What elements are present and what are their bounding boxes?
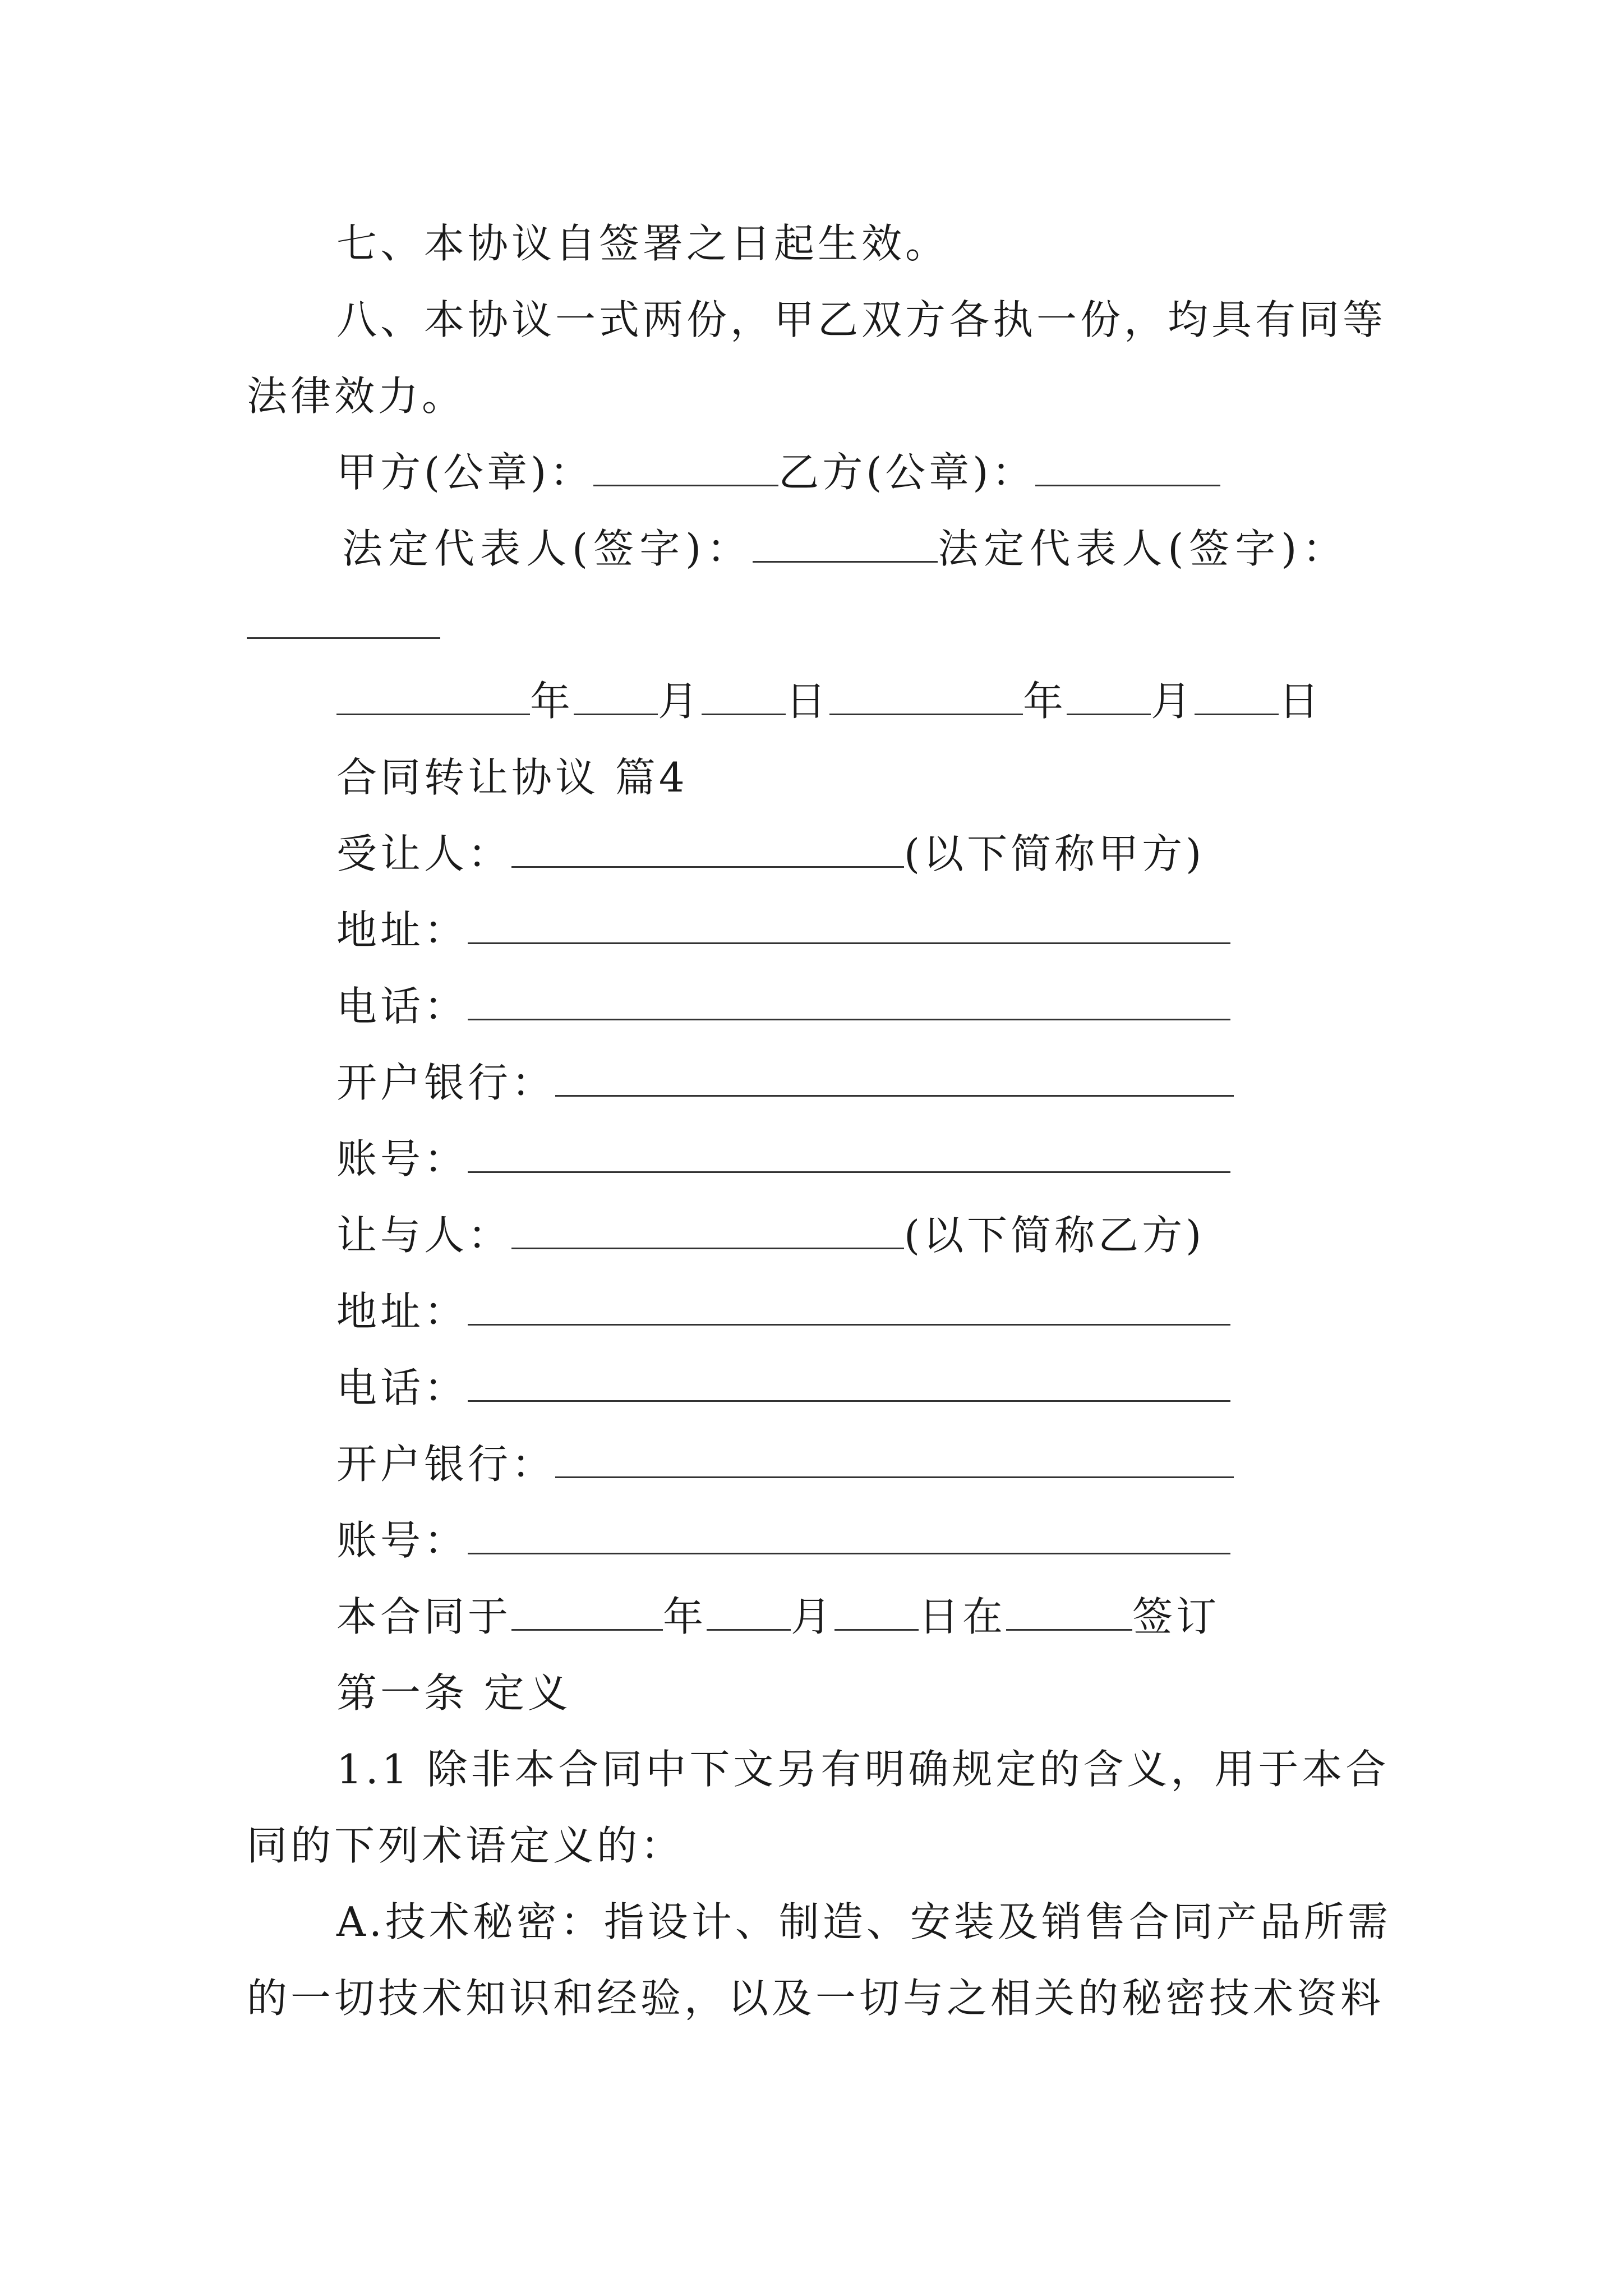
transferor-row	[336, 1207, 1205, 1263]
transferor-suffix: (以下简称乙方)	[904, 1212, 1205, 1259]
transferee-label: 受让人：	[336, 830, 512, 877]
transferee-account-blank	[468, 1138, 1230, 1173]
section-title	[336, 749, 688, 806]
article-1-title	[336, 1665, 571, 1721]
day-a-blank	[702, 680, 786, 715]
signing-year-label: 年	[663, 1593, 707, 1640]
article-1-pA-text-1: A.技术秘密：指设计、制造、安装及销售合同产品所需	[336, 1898, 1391, 1945]
transferee-bank-label: 开户银行：	[336, 1059, 556, 1106]
date-row	[336, 673, 1322, 729]
transferee-address-label: 地址：	[336, 907, 468, 954]
transferee-phone-label: 电话：	[336, 983, 468, 1030]
year-a-label: 年	[530, 678, 574, 725]
clause-8-text-2: 法律效力。	[247, 372, 466, 420]
legal-rep-a-blank	[753, 527, 938, 563]
signing-month-blank	[707, 1595, 791, 1631]
transferor-address-blank	[468, 1290, 1230, 1326]
transferee-address-blank	[468, 909, 1230, 944]
transferor-blank	[511, 1214, 904, 1249]
transferor-label: 让与人：	[336, 1212, 512, 1259]
clause-7	[336, 215, 949, 272]
year-b-blank	[829, 680, 1023, 715]
signing-place-blank	[1006, 1595, 1132, 1631]
day-b-label: 日	[1279, 678, 1323, 725]
transferor-phone-blank	[468, 1366, 1230, 1402]
signing-month-label: 月	[791, 1593, 835, 1640]
seal-row	[336, 444, 1220, 500]
clause-8-line1	[336, 292, 1386, 348]
transferee-bank-row	[336, 1055, 1234, 1111]
month-a-label: 月	[658, 678, 702, 725]
signing-row	[336, 1589, 1220, 1645]
month-a-blank	[574, 680, 658, 715]
transferee-account-row	[336, 1131, 1230, 1187]
article-1-p1-line2	[247, 1818, 684, 1874]
legal-rep-b-blank-row	[247, 597, 440, 653]
signing-year-blank	[511, 1595, 663, 1631]
transferee-suffix: (以下简称甲方)	[904, 830, 1205, 877]
year-b-label: 年	[1023, 678, 1067, 725]
legal-rep-b-blank	[247, 604, 440, 639]
transferor-address-row	[336, 1283, 1230, 1340]
transferee-blank	[511, 832, 904, 868]
transferor-bank-label: 开户银行：	[336, 1441, 556, 1488]
article-1-pA-line1	[336, 1894, 1391, 1950]
transferor-bank-blank	[555, 1443, 1234, 1478]
legal-rep-a-label: 法定代表人(签字)：	[342, 525, 753, 572]
day-b-blank	[1195, 680, 1279, 715]
transferor-bank-row	[336, 1436, 1234, 1492]
month-b-blank	[1067, 680, 1151, 715]
article-1-p1-text-2: 同的下列术语定义的：	[247, 1822, 685, 1869]
party-a-seal-blank	[593, 451, 778, 486]
clause-8-line2	[247, 368, 465, 424]
signing-at: 日在	[919, 1593, 1007, 1640]
article-1-pA-line2	[247, 1970, 1384, 2026]
month-b-label: 月	[1151, 678, 1195, 725]
signing-signed: 签订	[1132, 1593, 1220, 1640]
transferor-address-label: 地址：	[336, 1288, 468, 1335]
transferee-row	[336, 826, 1205, 882]
party-b-seal-label: 乙方(公章)：	[778, 449, 1036, 496]
article-1-pA-text-2: 的一切技术知识和经验，以及一切与之相关的秘密技术资料	[247, 1975, 1385, 2022]
article-1-title-text: 第一条 定义	[336, 1669, 571, 1717]
transferor-phone-label: 电话：	[336, 1364, 468, 1411]
clause-8-text-1: 八、本协议一式两份，甲乙双方各执一份，均具有同等	[336, 296, 1387, 343]
transferor-account-blank	[468, 1519, 1230, 1554]
signing-day-blank	[834, 1595, 919, 1631]
day-a-label: 日	[786, 678, 830, 725]
transferee-account-label: 账号：	[336, 1135, 468, 1182]
clause-7-text: 七、本协议自签署之日起生效。	[336, 220, 949, 267]
article-1-p1-line1	[336, 1741, 1389, 1797]
year-a-blank	[336, 680, 530, 715]
transferor-account-row	[336, 1512, 1230, 1568]
transferor-account-label: 账号：	[336, 1517, 468, 1564]
transferee-address-row	[336, 902, 1230, 958]
signing-prefix: 本合同于	[336, 1593, 512, 1640]
legal-rep-row	[342, 521, 1348, 577]
legal-rep-b-label: 法定代表人(签字)：	[938, 525, 1349, 572]
transferee-phone-blank	[468, 985, 1230, 1020]
transferor-phone-row	[336, 1360, 1230, 1416]
transferee-phone-row	[336, 978, 1230, 1034]
transferee-bank-blank	[555, 1061, 1234, 1097]
party-a-seal-label: 甲方(公章)：	[336, 449, 594, 496]
article-1-p1-text-1: 1.1 除非本合同中下文另有明确规定的含义，用于本合	[336, 1746, 1390, 1793]
party-b-seal-blank	[1035, 451, 1220, 486]
section-title-text: 合同转让协议 篇4	[336, 754, 688, 801]
